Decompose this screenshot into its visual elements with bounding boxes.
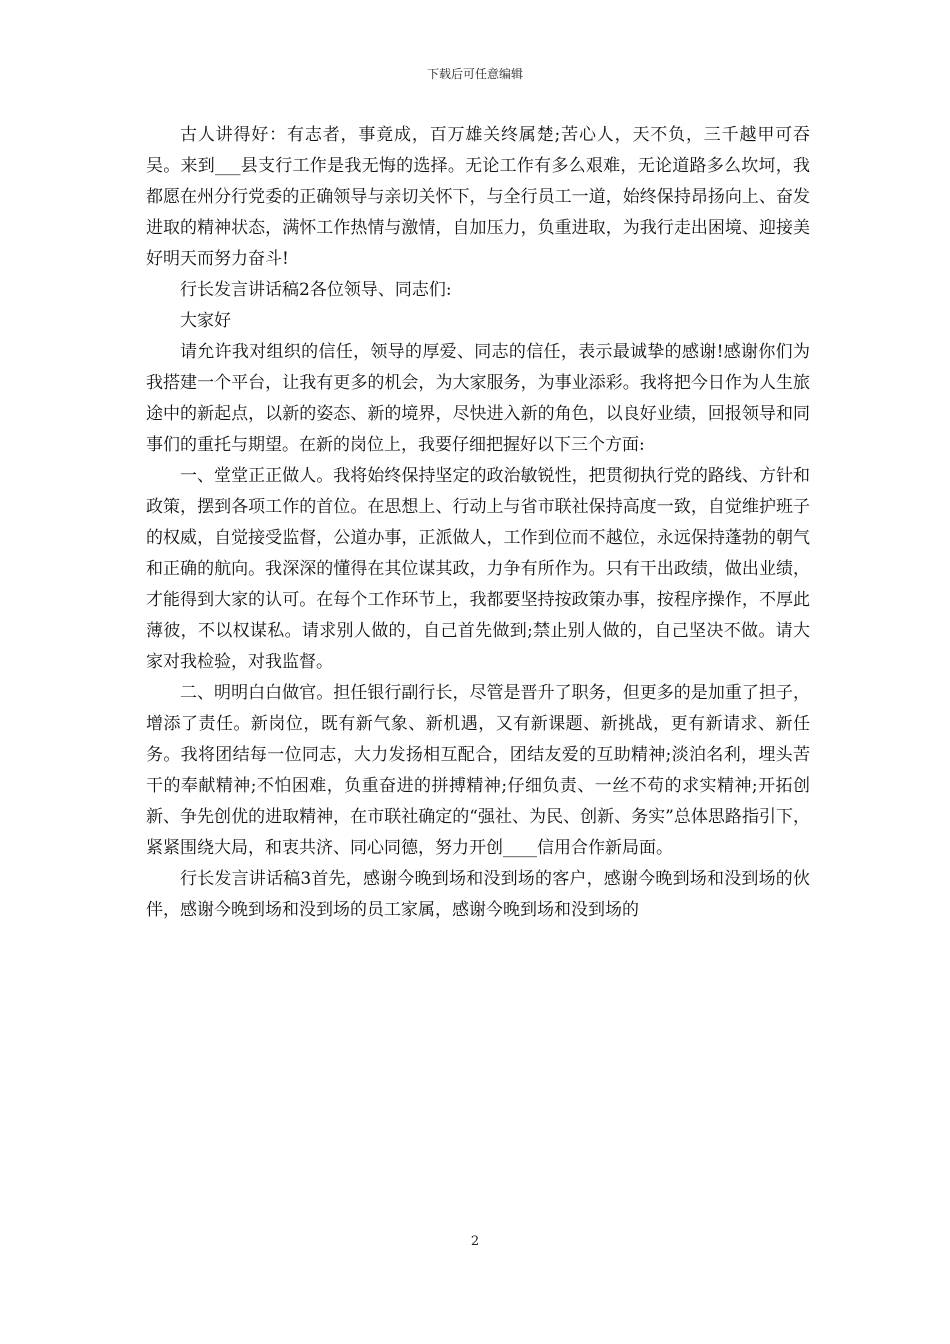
paragraph-speech-3-opening: 行长发言讲话稿3首先，感谢今晚到场和没到场的客户，感谢今晚到场和没到场的伙伴，感谢今晚到场和没到场的员工家属，感谢今晚到场和没到场的 — [146, 869, 810, 920]
page-header: 下载后可任意编辑 — [426, 67, 523, 81]
paragraph-closing-remarks: 古人讲得好：有志者，事竟成，百万雄关终属楚;苦心人，天不负，三千越甲可吞吴。来到___县支行工作是我无悔的选择。无论工作有多么艰难，无论道路多么坎坷，我都愿在州分行党委的正确领导与亲切关怀下，与全行员工一道，始终保持昂扬向上、奋发进取的精神状态，满怀工作热情与激情，自加压力，负重进取，为我行走出困境、迎接美好明天而努力奋斗! — [146, 125, 810, 269]
paragraph-speech-2-title: 行长发言讲话稿2各位领导、同志们: — [180, 280, 452, 300]
paragraph-point-one: 一、堂堂正正做人。我将始终保持坚定的政治敏锐性，把贯彻执行党的路线、方针和政策，摆到各项工作的首位。在思想上、行动上与省市联社保持高度一致，自觉维护班子的权威，自觉接受监督，公道办事，正派做人，工作到位而不越位，永远保持蓬勃的朝气和正确的航向。我深深的懂得在其位谋其政，力争有所作为。只有干出政绩，做出业绩，才能得到大家的认可。在每个工作环节上，我都要坚持按政策办事，按程序操作，不厚此薄彼，不以权谋私。请求别人做的，自己首先做到;禁止别人做的，自己坚决不做。请大家对我检验，对我监督。 — [146, 466, 810, 672]
paragraph-greeting: 大家好 — [180, 311, 231, 331]
document-body — [146, 120, 810, 926]
paragraph-point-two: 二、明明白白做官。担任银行副行长，尽管是晋升了职务，但更多的是加重了担子，增添了责任。新岗位，既有新气象、新机遇，又有新课题、新挑战，更有新请求、新任务。我将团结每一位同志，大力发扬相互配合，团结友爱的互助精神;淡泊名利，埋头苦干的奉献精神;不怕困难，负重奋进的拼搏精神;仔细负责、一丝不苟的求实精神;开拓创新、争先创优的进取精神，在市联社确定的“强社、为民、创新、务实”总体思路指引下，紧紧围绕大局，和衷共济、同心同德，努力开创____信用合作新局面。 — [146, 683, 810, 858]
paragraph-thanks: 请允许我对组织的信任，领导的厚爱、同志的信任，表示最诚挚的感谢!感谢你们为我搭建一个平台，让我有更多的机会，为大家服务，为事业添彩。我将把今日作为人生旅途中的新起点，以新的姿态、新的境界，尽快进入新的角色，以良好业绩，回报领导和同事们的重托与期望。在新的岗位上，我要仔细把握好以下三个方面: — [146, 342, 810, 455]
page-number: 2 — [470, 1234, 480, 1249]
